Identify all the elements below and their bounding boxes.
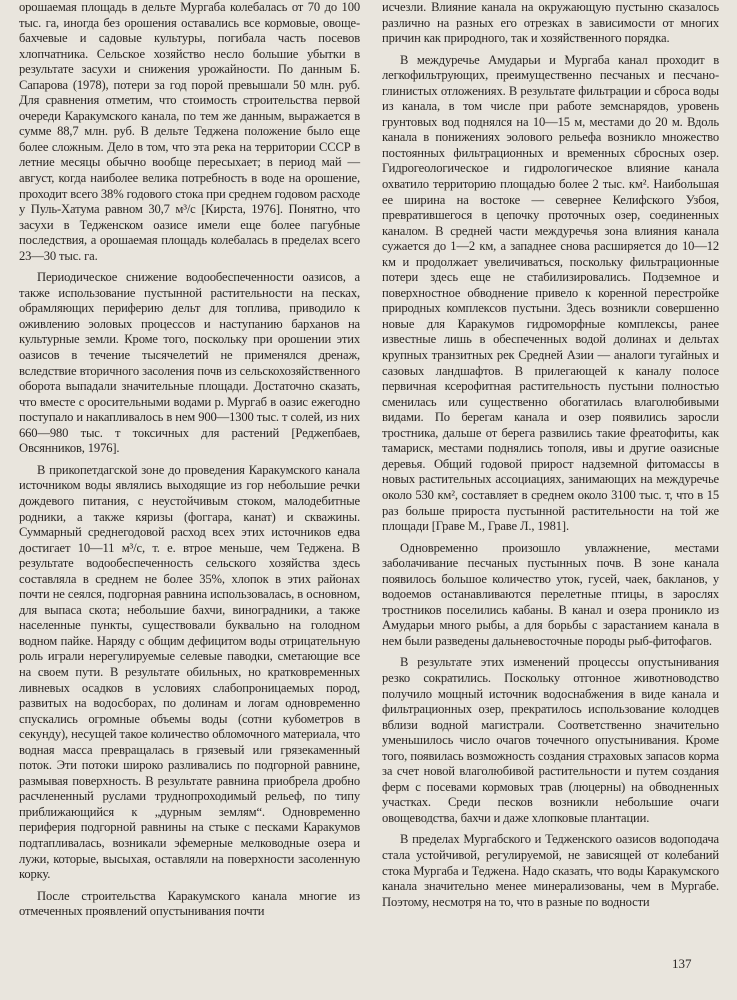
paragraph: После строительства Каракумского канала многие из отмеченных проявлений опустынивания почти xyxy=(19,888,360,919)
left-column xyxy=(19,0,360,926)
paragraph: В пределах Мургабского и Тедженского оазисов водоподача стала устойчивой, регулируемой, не зависящей от колебаний стока Мургаба и Теджена. Надо сказать, что воды Каракумского канала значительно менее минерализованы, чем в Мургабе. Поэтому, несмотря на то, что в разные по водности xyxy=(382,832,719,909)
right-column xyxy=(382,0,719,916)
paragraph: В прикопетдагской зоне до проведения Каракумского канала источником воды являлись выходящие из гор небольшие речки дождевого питания, с неустойчивым стоком, малодебитные родники, а также кяризы (фоггара, канат) и скважины. Суммарный среднегодовой расход всех этих источников едва достигает 10—11 м³/с, т. е. втрое меньше, чем Теджена. В результате водообеспеченность сельского хозяйства здесь составляла в среднем не более 35%, хлопок в этих районах почти не сеялся, подгорная равнина использовалась, в основном, для выпаса скота; небольшие бахчи, виноградники, а также населенные пункты, существовали буквально на голодном водном пайке. Наряду с общим дефицитом воды отрицательную роль играли нерегулируемые селевые паводки, сметающие все на своем пути. В результате обильных, но кратковременных ливневых осадков в условиях слабопроницаемых пород, развитых на водосборах, по долинам и логам одновременно спускались огромные объемы воды (сотни кубометров в секунду), несущей такое количество обломочного материала, что водная масса превращалась в грязевый или грязекаменный поток. Эти потоки широко разливались по подгорной равнине, размывая поверхность. В результате равнина приобрела дробно расчлененный руслами труднопроходимый рельеф, по типу приближающийся к „дурным землям“. Одновременно периферия подгорной равнины на стыке с песками Каракумов подтапливалась, возникали эфемерные мелководные озера и лужи, которые, высыхая, оставляли на поверхности засоленную корку. xyxy=(19,462,360,882)
paragraph: орошаемая площадь в дельте Мургаба колебалась от 70 до 100 тыс. га, иногда без орошения оставались все кормовые, овоще-бахчевые и садовые культуры, погибала часть посевов хлопчатника. Сельское хозяйство несло большие убытки в результате засухи и снижения урожайности. По данным Б. Сапарова (1978), потери за год порой превышали 50 млн. руб. Для сравнения отметим, что стоимость строительства первой очереди Каракумского канала, по тем же данным, выражается в сумме 88,7 млн. руб. В дельте Теджена положение было еще более сложным. Дело в том, что эта река на территории СССР в летние месяцы обычно вообще пересыхает; в период май — август, когда наиболее велика потребность в воде на орошение, проходит всего 38% годового стока при среднем годовом расходе у Пуль-Хатума равном 30,7 м³/с [Кирста, 1976]. Понятно, что засухи в Тедженском оазисе имели еще более пагубные последствия, а орошаемая площадь колебалась в пределах всего 23—30 тыс. га. xyxy=(19,0,360,263)
page-number: 137 xyxy=(672,956,692,971)
paragraph: исчезли. Влияние канала на окружающую пустыню сказалось различно на разных его отрезках в зависимости от многих причин как природного, так и хозяйственного порядка. xyxy=(382,0,719,46)
paragraph: В междуречье Амударьи и Мургаба канал проходит в легкофильтрующих, преимущественно песчаных и песчано-глинистых отложениях. В результате фильтрации и сброса воды из канала, в том числе при работе земснарядов, уровень грунтовых вод поднялся на 10—15 м, местами до 20 м. Вдоль канала в понижениях эолового рельефа возникло множество постоянных фильтрационных и временных сбросных озер. Гидрогеологическое и гидрологическое влияние канала охватило территорию площадью более 2 тыс. км². Наибольшая ее ширина на востоке — севернее Келифского Узбоя, превратившегося в цепочку проточных озер, соединенных каналом. В средней части междуречья зона влияния канала сужается до 1—2 км, а западнее снова расширяется до 10—12 км и продолжает увеличиваться, поскольку фильтрационные потери здесь еще не стабилизировались. Подземное и поверхностное обводнение привело к коренной перестройке природных комплексов пустыни. Здесь возникли совершенно новые для Каракумов гидроморфные комплексы, ранее известные лишь в обеспеченных водой долинах и дельтах крупных транзитных рек Средней Азии — аналоги тугайных и сазовых ландшафтов. В прилегающей к каналу полосе первичная ксерофитная растительность пустыни полностью сменилась или существенно обогатилась влаголюбивыми видами. По берегам канала и озер появились заросли тростника, дальше от берега развились такие фреатофиты, как тамариск, местами поднялись тополя, ивы и другие оазисные деревья. Общий годовой прирост надземной фитомассы в новых растительных ассоциациях, занимающих на междуречье около 530 км², составляет в среднем около 3100 тыс. т, что в 15 раз больше прироста пустынной растительности на той же площади [Граве М., Граве Л., 1981]. xyxy=(382,52,719,534)
paragraph: Периодическое снижение водообеспеченности оазисов, а также использование пустынной растительности на песках, обрамляющих периферию дельт для топлива, приводило к оживлению эоловых процессов и наступанию барханов на культурные земли. Кроме того, поскольку при орошении этих оазисов в течение тысячелетий не применялся дренаж, вследствие вторичного засоления почв из сельскохозяйственного оборота выпадали значительные площади. Достаточно сказать, что вместе с оросительными водами р. Мургаб в оазис ежегодно поступало и накапливалось в нем 900—1300 тыс. т солей, из них 660—980 тыс. т токсичных для растений [Реджепбаев, Овсянников, 1976]. xyxy=(19,270,360,456)
paragraph: В результате этих изменений процессы опустынивания резко сократились. Поскольку отгонное животноводство получило мощный источник водоснабжения в виде канала и фильтрационных озер, прекратилось использование колодцев вблизи водной магистрали. Соответственно значительно уменьшилось число очагов точечного опустынивания. Кроме того, появилась возможность создания страховых запасов корма за счет новой влаголюбивой растительности и путем создания ферм с посевами кормовых трав (люцерны) на обводненных участках. Среди песков возникли небольшие очаги овощеводства, бахчи и даже хлопковые плантации. xyxy=(382,655,719,825)
paragraph: Одновременно произошло увлажнение, местами заболачивание песчаных пустынных почв. В зоне канала появилось большое количество уток, гусей, чаек, бакланов, у водоемов останавливаются перелетные птицы, в зарослях тростников поселились кабаны. В канал и озера проникло из Амударьи много рыбы, а для борьбы с зарастанием канала в нем были разведены дальневосточные породы рыб-фитофагов. xyxy=(382,540,719,648)
